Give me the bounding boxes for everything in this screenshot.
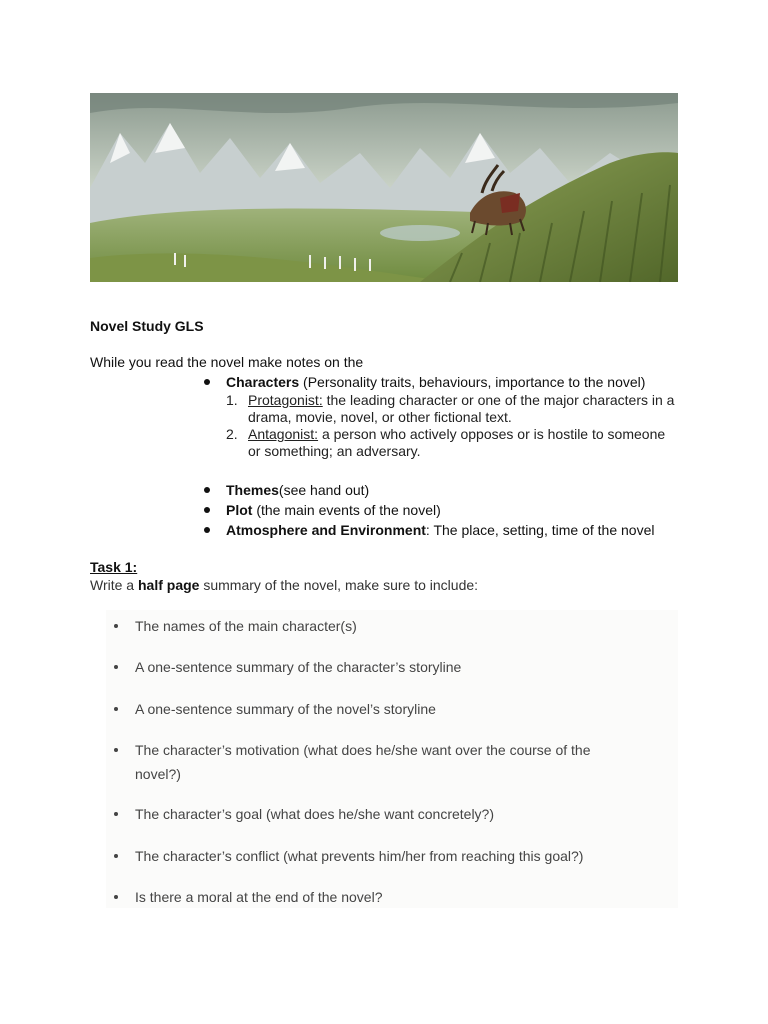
character-types-list [222,392,680,460]
list-item-protagonist [222,392,680,426]
requirement-text: A one-sentence summary of the novel’s storyline [135,701,436,717]
intro-text: While you read the novel make notes on the [90,354,364,370]
bullet-icon [114,624,118,628]
themes-desc: (see hand out) [278,482,370,498]
requirement-item [114,697,664,721]
bullet-icon [114,665,118,669]
list-item-antagonist [222,426,680,460]
protagonist-def: the leading character or one of the major characters in a drama, movie, novel, or other fictional text. [248,392,675,425]
requirement-text: A one-sentence summary of the character’s storyline [135,659,462,675]
page-title: Novel Study GLS [90,318,204,334]
task-desc-bold: half page [137,577,200,593]
task-description [90,577,478,593]
requirement-item [114,614,664,638]
banner-image [90,93,678,282]
requirement-item [114,655,664,679]
requirement-item [114,885,664,909]
protagonist-term: Protagonist: [248,392,323,408]
requirement-text: The names of the main character(s) [135,618,357,634]
antagonist-term: Antagonist: [248,426,319,442]
atmosphere-term: Atmosphere and Environment [226,522,426,538]
characters-term: Characters [226,374,300,390]
task-heading: Task 1: [90,559,138,575]
requirement-item [114,844,664,868]
requirement-text: The character’s conflict (what prevents him/her from reaching this goal?) [135,848,584,864]
item-number: 2. [226,426,238,442]
item-number: 1. [226,392,238,408]
list-item-themes [200,480,680,500]
requirement-text: The character’s goal (what does he/she want concretely?) [135,806,495,822]
bullet-icon [114,854,118,858]
list-item-characters [200,372,680,392]
task-desc-post: summary of the novel, make sure to include: [199,577,479,593]
requirement-item [114,738,634,786]
requirement-text: The character’s motivation (what does he/she want over the course of the novel?) [135,742,591,782]
antagonist-def: a person who actively opposes or is hostile to someone or something; an adversary. [248,426,666,459]
requirement-text: Is there a moral at the end of the novel? [135,889,383,905]
list-item-atmosphere [200,520,680,540]
requirement-item [114,802,664,826]
atmosphere-desc: : The place, setting, time of the novel [425,522,655,538]
list-item-plot [200,500,680,520]
bullet-icon [114,748,118,752]
bullet-icon [114,812,118,816]
bullet-icon [114,707,118,711]
study-elements-list [200,372,680,540]
bullet-icon [114,895,118,899]
task-desc-pre: Write a [90,577,138,593]
characters-desc: (Personality traits, behaviours, importance to the novel) [299,374,646,390]
themes-term: Themes [226,482,279,498]
plot-term: Plot [226,502,253,518]
landscape-illustration [90,93,678,282]
plot-desc: (the main events of the novel) [252,502,441,518]
